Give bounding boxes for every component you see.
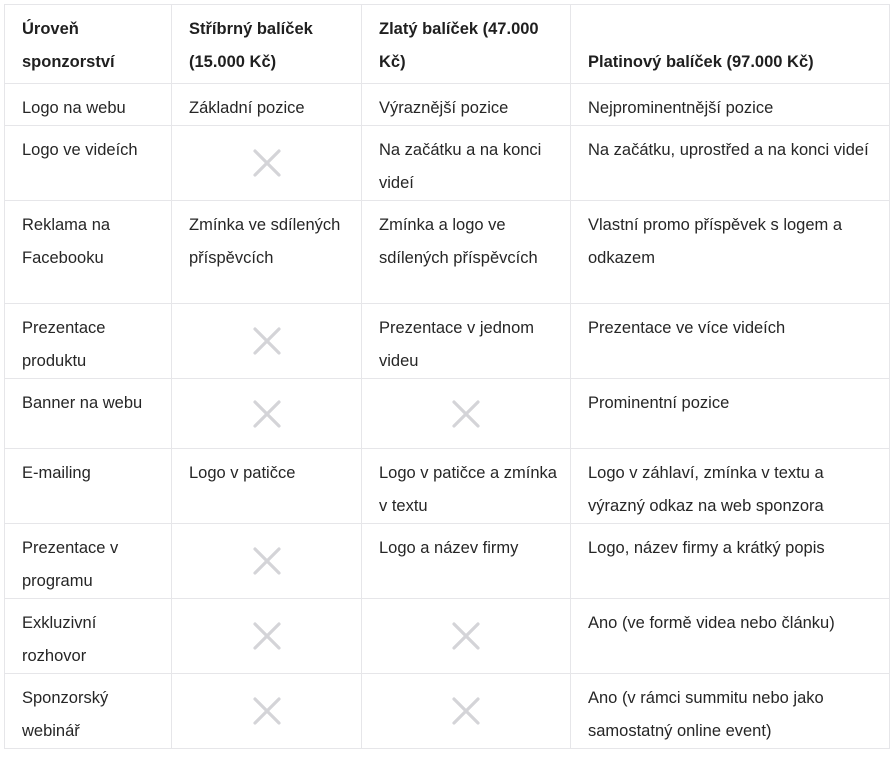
platinum-cell: Prominentní pozice	[571, 379, 890, 449]
gold-cell: Logo v patičce a zmínka v textu	[362, 449, 571, 524]
close-icon	[252, 148, 282, 178]
table-row	[5, 524, 890, 599]
silver-cell	[172, 379, 362, 449]
silver-cell: Základní pozice	[172, 84, 362, 126]
table-row	[5, 449, 890, 524]
header-platinum-package: Platinový balíček (97.000 Kč)	[571, 5, 890, 84]
header-sponsorship-level: Úroveň sponzorství	[5, 5, 172, 84]
close-icon	[252, 621, 282, 651]
feature-cell: E-mailing	[5, 449, 172, 524]
silver-cell	[172, 674, 362, 749]
table-header-row	[5, 5, 890, 84]
header-gold-package: Zlatý balíček (47.000 Kč)	[362, 5, 571, 84]
silver-cell: Logo v patičce	[172, 449, 362, 524]
table-row	[5, 126, 890, 201]
feature-cell: Sponzorský webinář	[5, 674, 172, 749]
feature-cell: Logo na webu	[5, 84, 172, 126]
feature-cell: Reklama na Facebooku	[5, 201, 172, 304]
feature-cell: Prezentace produktu	[5, 304, 172, 379]
gold-cell: Prezentace v jednom videu	[362, 304, 571, 379]
feature-cell: Logo ve videích	[5, 126, 172, 201]
table-row	[5, 304, 890, 379]
silver-cell	[172, 524, 362, 599]
table-row	[5, 201, 890, 304]
gold-cell	[362, 674, 571, 749]
close-icon	[451, 621, 481, 651]
platinum-cell: Logo, název firmy a krátký popis	[571, 524, 890, 599]
platinum-cell: Ano (v rámci summitu nebo jako samostatný online event)	[571, 674, 890, 749]
gold-cell	[362, 599, 571, 674]
table-row	[5, 674, 890, 749]
platinum-cell: Ano (ve formě videa nebo článku)	[571, 599, 890, 674]
silver-cell	[172, 304, 362, 379]
close-icon	[451, 696, 481, 726]
close-icon	[252, 326, 282, 356]
gold-cell: Logo a název firmy	[362, 524, 571, 599]
gold-cell: Zmínka a logo ve sdílených příspěvcích	[362, 201, 571, 304]
platinum-cell: Vlastní promo příspěvek s logem a odkazem	[571, 201, 890, 304]
silver-cell	[172, 126, 362, 201]
gold-cell: Výraznější pozice	[362, 84, 571, 126]
table-row	[5, 84, 890, 126]
feature-cell: Exkluzivní rozhovor	[5, 599, 172, 674]
feature-cell: Prezentace v programu	[5, 524, 172, 599]
close-icon	[252, 546, 282, 576]
platinum-cell: Na začátku, uprostřed a na konci videí	[571, 126, 890, 201]
feature-cell: Banner na webu	[5, 379, 172, 449]
platinum-cell: Nejprominentnější pozice	[571, 84, 890, 126]
platinum-cell: Prezentace ve více videích	[571, 304, 890, 379]
close-icon	[252, 696, 282, 726]
header-silver-package: Stříbrný balíček (15.000 Kč)	[172, 5, 362, 84]
close-icon	[252, 399, 282, 429]
gold-cell: Na začátku a na konci videí	[362, 126, 571, 201]
silver-cell	[172, 599, 362, 674]
platinum-cell: Logo v záhlaví, zmínka v textu a výrazný odkaz na web sponzora	[571, 449, 890, 524]
sponsorship-table	[4, 4, 890, 749]
table-row	[5, 379, 890, 449]
silver-cell: Zmínka ve sdílených příspěvcích	[172, 201, 362, 304]
gold-cell	[362, 379, 571, 449]
sponsorship-table-wrapper	[4, 4, 889, 749]
table-row	[5, 599, 890, 674]
close-icon	[451, 399, 481, 429]
